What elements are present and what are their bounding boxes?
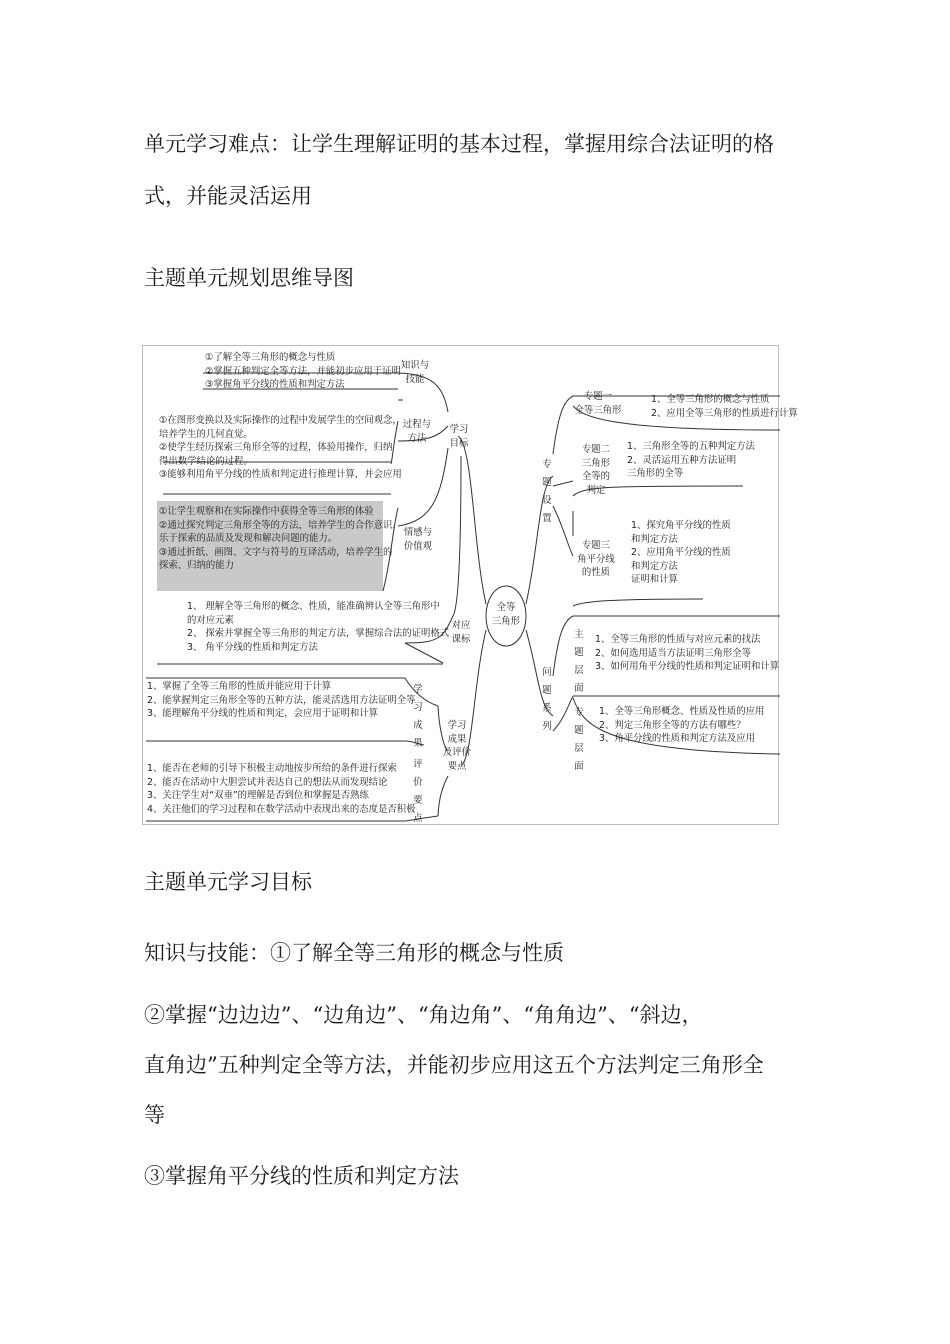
node-learning-goals-label-2: 目标 bbox=[449, 437, 469, 449]
process-item: ③能够利用角平分线的性质和判定进行推理计算，并会应用 bbox=[159, 469, 402, 480]
node-topic-2 bbox=[573, 443, 619, 497]
process-item: ②使学生经历探索三角形全等的过程，体验用操作，归纳 bbox=[159, 442, 393, 453]
knowledge-item: ②掌握五种判定全等方法，并能初步应用于证明 bbox=[205, 365, 401, 377]
topic-2-items bbox=[627, 440, 755, 481]
intro-line-2: 式，并能灵活运用 bbox=[144, 184, 312, 208]
edge-result-eval bbox=[438, 776, 448, 816]
topic-level-item: 2、判定三角形全等的方法有哪些？ bbox=[599, 719, 746, 731]
evaluation-item: 4、关注他们的学习过程和在数学活动中表现出来的态度是否积极 bbox=[147, 803, 416, 815]
standard-item: 的对应元素 bbox=[187, 614, 234, 626]
topic-item: 1、三角形全等的五种判定方法 bbox=[627, 441, 755, 452]
node-result-eval-label-2: 成果 bbox=[447, 733, 467, 745]
node-emotion bbox=[397, 526, 439, 553]
node-result-eval-label-4: 要点 bbox=[447, 760, 467, 772]
standard-items bbox=[187, 600, 449, 654]
node-topic-3 bbox=[571, 539, 621, 580]
node-topic-3-label-1: 专题三 bbox=[581, 540, 611, 551]
emotion-items bbox=[159, 505, 402, 573]
node-knowledge-label-2: 技能 bbox=[405, 373, 425, 385]
standard-item: 1、 理解全等三角形的概念、性质，能准确辨认全等三角形中 bbox=[187, 601, 440, 612]
goals-heading: 主题单元学习目标 bbox=[144, 870, 312, 894]
node-process-label-2: 方法 bbox=[407, 432, 427, 444]
topic-item: 1、全等三角形的概念与性质 bbox=[651, 394, 770, 405]
center-label-2: 三角形 bbox=[491, 615, 521, 627]
topic-item: 1、探究角平分线的性质 bbox=[631, 520, 731, 531]
goal-knowledge-2a: ②掌握“边边边”、“边角边”、“角边角”、“角角边”、“斜边， bbox=[144, 1003, 703, 1027]
node-topic-3-label-2: 角平分线 bbox=[577, 553, 615, 565]
theme-item: 1、全等三角形的性质与对应元素的找法 bbox=[595, 634, 761, 645]
node-topic-level: 专题层面 bbox=[574, 707, 584, 772]
knowledge-items bbox=[205, 351, 401, 392]
goal-knowledge-1: 知识与技能：①了解全等三角形的概念与性质 bbox=[144, 941, 564, 965]
process-item: 培养学生的几何直觉。 bbox=[159, 428, 253, 440]
topic-level-item: 3、角平分线的性质和判定方法及应用 bbox=[599, 733, 755, 744]
topic-item: 和判定方法 bbox=[631, 533, 678, 545]
node-process-label-1: 过程与 bbox=[402, 419, 432, 430]
topic-item: 三角形的全等 bbox=[627, 468, 684, 479]
node-topic-1-label-2: 全等三角形 bbox=[574, 404, 622, 416]
emotion-item: ①让学生观察和在实际操作中获得全等三角形的体验 bbox=[159, 506, 374, 517]
topic-item: 2、灵活运用五种方法证明 bbox=[627, 454, 737, 466]
topic-item: 证明和计算 bbox=[631, 574, 678, 585]
node-evaluation: 评价要点 bbox=[413, 759, 423, 824]
node-standard bbox=[444, 619, 478, 646]
edge-goal-emotion bbox=[398, 448, 448, 526]
knowledge-item: ①了解全等三角形的概念与性质 bbox=[205, 352, 336, 363]
process-items bbox=[159, 414, 402, 482]
process-item: ①在图形变换以及实际操作的过程中发展学生的空间观念， bbox=[159, 415, 402, 426]
topic-item: 和判定方法 bbox=[631, 560, 678, 572]
center-label-1: 全等 bbox=[496, 602, 516, 613]
goal-knowledge-2b: 直角边”五种判定全等方法，并能初步应用这五个方法判定三角形全 bbox=[144, 1053, 764, 1077]
node-knowledge bbox=[395, 359, 435, 386]
topic-level-items bbox=[599, 705, 764, 746]
evaluation-item: 2、能否在活动中大胆尝试并表达自己的想法从而发现结论 bbox=[147, 776, 388, 788]
node-result-eval bbox=[437, 719, 477, 773]
knowledge-item: ③掌握角平分线的性质和判定方法 bbox=[205, 379, 345, 390]
node-topic-2-label-4: 判定 bbox=[586, 484, 606, 496]
center-node bbox=[491, 601, 521, 628]
outcome-items bbox=[147, 680, 415, 721]
theme-level-items bbox=[595, 633, 779, 674]
theme-item: 2、如何选用适当方法证明三角形全等 bbox=[595, 647, 751, 659]
node-learning-goals-label-1: 学习 bbox=[449, 424, 469, 435]
theme-item: 3、如何用角平分线的性质和判定证明和计算 bbox=[595, 661, 780, 672]
standard-item: 3、 角平分线的性质和判定方法 bbox=[187, 641, 318, 653]
topic-item: 2、应用角平分线的性质 bbox=[631, 547, 731, 558]
node-knowledge-label-1: 知识与 bbox=[400, 360, 430, 371]
topic-item: 2、应用全等三角形的性质进行计算 bbox=[651, 407, 798, 419]
goal-knowledge-3: ③掌握角平分线的性质和判定方法 bbox=[144, 1164, 459, 1188]
topic-level-item: 1、全等三角形概念、性质及性质的应用 bbox=[599, 706, 765, 717]
node-questions: 问题系列 bbox=[542, 667, 552, 732]
node-emotion-label-2: 价值观 bbox=[403, 540, 433, 552]
topic-1-items bbox=[637, 393, 798, 420]
goal-knowledge-2c: 等 bbox=[144, 1103, 165, 1127]
mindmap-heading: 主题单元规划思维导图 bbox=[144, 266, 354, 290]
emotion-item: ②通过探究判定三角形全等的方法，培养学生的合作意识， bbox=[159, 519, 402, 531]
node-standard-label-1: 对应 bbox=[451, 620, 471, 631]
standard-item: 2、 探索并掌握全等三角形的判定方法，掌握综合法的证明格式 bbox=[187, 628, 450, 639]
node-outcome: 学习成果 bbox=[413, 684, 423, 749]
emotion-item: ③通过折纸、画图、文字与符号的互译活动，培养学生的 bbox=[159, 546, 393, 558]
node-topic-2-label-1: 专题二 bbox=[581, 444, 611, 455]
node-standard-label-2: 课标 bbox=[451, 633, 471, 645]
evaluation-item: 1、能否在老师的引导下积极主动地按步所给的条件进行探索 bbox=[147, 763, 397, 774]
node-topic-1-label-1: 专题一 bbox=[583, 391, 613, 402]
node-result-eval-label-3: 及评价 bbox=[442, 747, 472, 758]
intro-line-1: 单元学习难点：让学生理解证明的基本过程，掌握用综合法证明的格 bbox=[144, 132, 774, 156]
node-topic-2-label-3: 全等的 bbox=[581, 471, 611, 482]
outcome-item: 2、能掌握判定三角形全等的五种方法，能灵活选用方法证明全等 bbox=[147, 694, 416, 706]
edge-center-goal bbox=[458, 436, 486, 604]
node-topic-2-label-2: 三角形 bbox=[581, 457, 611, 469]
outcome-item: 1、掌握了全等三角形的性质并能应用于计算 bbox=[147, 681, 332, 692]
node-topics: 专题设置 bbox=[542, 459, 552, 524]
node-result-eval-label-1: 学习 bbox=[447, 720, 467, 731]
node-topic-1 bbox=[569, 390, 627, 417]
mindmap-diagram bbox=[142, 345, 798, 825]
node-learning-goals bbox=[439, 423, 479, 450]
outcome-item: 3、能理解角平分线的性质和判定，会应用于证明和计算 bbox=[147, 708, 378, 719]
evaluation-item: 3、关注学生对“双垂”的理解是否到位和掌握是否熟练 bbox=[147, 790, 369, 801]
emotion-item: 探索、归纳的能力 bbox=[159, 560, 235, 571]
process-item: 得出数学结论的过程。 bbox=[159, 455, 253, 467]
node-process bbox=[397, 418, 437, 445]
topic-3-items bbox=[631, 519, 731, 587]
evaluation-items bbox=[147, 762, 415, 816]
node-theme-level: 主题层面 bbox=[574, 629, 584, 694]
emotion-item: 乐于探索的品质及发现和解决问题的能力。 bbox=[159, 533, 338, 544]
node-emotion-label-1: 情感与 bbox=[403, 527, 433, 538]
node-topic-3-label-3: 的性质 bbox=[581, 567, 611, 578]
